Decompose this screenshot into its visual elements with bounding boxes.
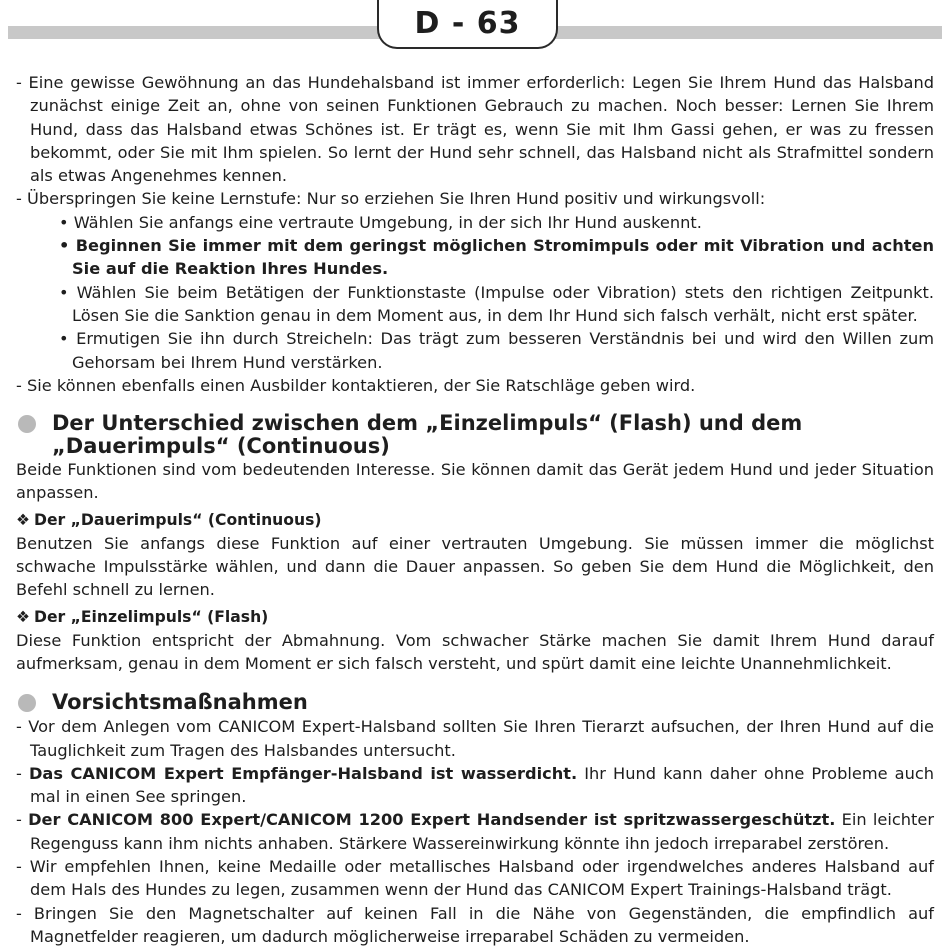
intro-item-trainer: - Sie können ebenfalls einen Ausbilder kontaktieren, der Sie Ratschläge geben wird. <box>16 375 696 395</box>
bullet-right-timing: • Wählen Sie beim Betätigen der Funktionstaste (Impulse oder Vibration) stets den richtigen Zeitpunkt. Lösen Sie die Sanktion genau in dem Moment aus, in dem Ihr Hund sich falsch verhält, nicht erst später. <box>59 282 934 325</box>
subheading-flash <box>16 606 934 629</box>
bold-statement: Der CANICOM 800 Expert/CANICOM 1200 Expert Handsender ist spritzwassergeschützt. <box>28 810 836 830</box>
bullet-encourage: • Ermutigen Sie ihn durch Streicheln: Das trägt zum besseren Verständnis bei und wird den Willen zum Gehorsam bei Ihrem Hund verstärken. <box>59 329 934 372</box>
precaution-medal: - Wir empfehlen Ihnen, keine Medaille oder metallisches Halsband oder irgendwelches anderes Halsband auf dem Hals des Hundes zu legen, zusammen wenn der Hund das CANICOM Expert Trainings-Halsband trägt. <box>16 857 934 900</box>
section-heading-line-1: Der Unterschied zwischen dem „Einzelimpuls“ (Flash) und dem <box>52 411 803 436</box>
page-number: D - 63 <box>414 6 521 41</box>
continuous-text: Benutzen Sie anfangs diese Funktion auf einer vertrauten Umgebung. Sie müssen immer die möglichst schwache Impulsstärke wählen, und dann die Dauer anpassen. So geben Sie dem Hund die Möglichkeit, den Befehl schnell zu lernen. <box>16 533 934 600</box>
flash-text: Diese Funktion entspricht der Abmahnung. Vom schwacher Stärke machen Sie damit Ihrem Hund darauf aufmerksam, genau in dem Moment er sich falsch versteht, und spürt damit eine leichte Unannehmlichkeit. <box>16 630 934 673</box>
section-heading-difference <box>16 412 934 458</box>
statement-rest: Ein leichter Regenguss kann ihm nichts anhaben. Stärkere Wassereinwirkung könnte ihn jedoch irreparabel zerstören. <box>30 810 934 853</box>
statement-rest: Ihr Hund kann daher ohne Probleme auch mal in einen See springen. <box>30 763 934 807</box>
section-heading-precautions-label: Vorsichtsmaßnahmen <box>52 690 308 715</box>
diamond-ornament-icon: ❖ <box>16 607 30 626</box>
bullet-circle-icon <box>18 415 36 433</box>
section-intro: Beide Funktionen sind vom bedeutenden Interesse. Sie können damit das Gerät jedem Hund und jeder Situation anpassen. <box>16 460 934 503</box>
bullet-familiar-environment: • Wählen Sie anfangs eine vertraute Umgebung, in der sich Ihr Hund auskennt. <box>59 212 702 232</box>
bullet-lowest-impulse: • Beginnen Sie immer mit dem geringst möglichen Stromimpuls oder mit Vibration und achten Sie auf die Reaktion Ihres Hundes. <box>59 236 934 279</box>
dash: - <box>16 763 29 783</box>
diamond-ornament-icon: ❖ <box>16 510 30 529</box>
bullet-circle-icon <box>18 694 36 712</box>
precaution-waterproof <box>16 762 934 809</box>
precaution-vet: - Vor dem Anlegen vom CANICOM Expert-Halsband sollten Sie Ihren Tierarzt aufsuchen, der Ihren Hund auf die Tauglichkeit zum Tragen des Halsbandes untersucht. <box>16 717 934 760</box>
precaution-magnet: - Bringen Sie den Magnetschalter auf keinen Fall in die Nähe von Gegenständen, die empfindlich auf Magnetfelder reagieren, um dadurch möglicherweise irreparabel Schäden zu vermeiden. <box>16 903 934 946</box>
subheading-flash-label: Der „Einzelimpuls“ (Flash) <box>34 607 269 626</box>
section-heading-precautions <box>16 691 934 714</box>
dash: - <box>16 810 29 830</box>
subheading-continuous <box>16 509 934 532</box>
bold-statement: Das CANICOM Expert Empfänger-Halsband ist wasserdicht. <box>28 763 578 783</box>
intro-item-habituation: - Eine gewisse Gewöhnung an das Hundehalsband ist immer erforderlich: Legen Sie Ihrem Hund das Halsband zunächst einige Zeit an, ohne von seinen Funktionen Gebrauch zu machen. Noch besser: Lernen Sie Ihrem Hund, dass das Halsband etwas Schönes ist. Er trägt es, wenn Sie mit Ihm Gassi gehen, er was zu fressen bekommt, oder Sie mit Ihm spielen. So lernt der Hund sehr schnell, das Halsband nicht als Strafmittel sondern als etwas Angenehmes kennen. <box>16 73 934 186</box>
page-number-tab <box>377 0 558 49</box>
subheading-continuous-label: Der „Dauerimpuls“ (Continuous) <box>34 510 322 529</box>
section-heading-line-2: „Dauerimpuls“ (Continuous) <box>52 434 390 459</box>
precaution-splash <box>16 808 934 855</box>
page-content <box>16 71 934 948</box>
intro-item-learning-steps: - Überspringen Sie keine Lernstufe: Nur so erziehen Sie Ihren Hund positiv und wirkungsvoll: <box>16 189 766 209</box>
